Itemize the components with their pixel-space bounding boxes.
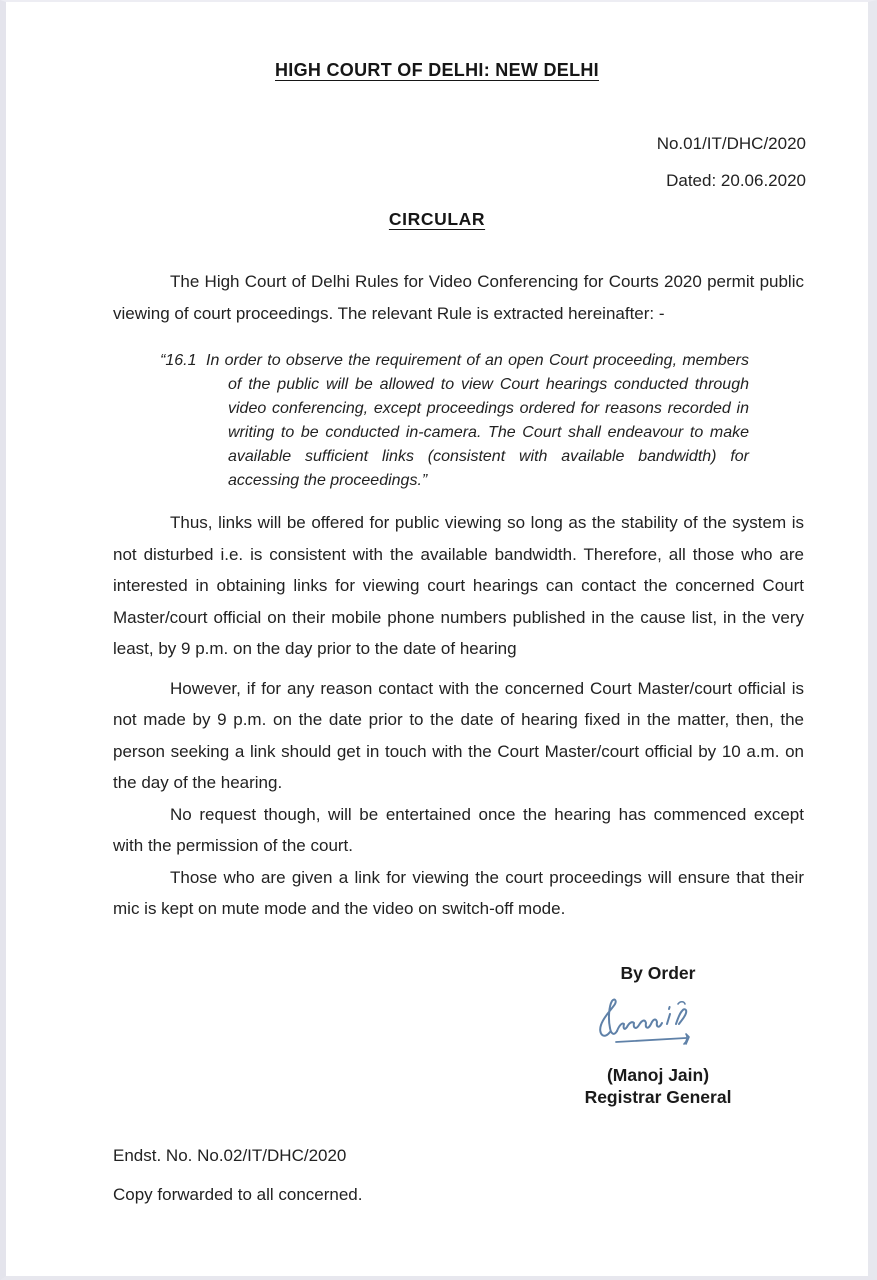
rule-quote-block <box>160 349 749 493</box>
paragraph-mute-mode: Those who are given a link for viewing the court proceedings will ensure that their mic is kept on mute mode and the video on switch-off mode. <box>113 867 804 918</box>
document-title: HIGH COURT OF DELHI: NEW DELHI <box>275 60 599 80</box>
endorsement-number: Endst. No. No.02/IT/DHC/2020 <box>113 1145 347 1165</box>
rule-quote-paragraph <box>160 349 749 493</box>
reference-block <box>6 125 806 199</box>
paragraph-links-offered: Thus, links will be offered for public viewing so long as the stability of the system is not disturbed i.e. is consistent with the available bandwidth. Therefore, all those who are interested in obtaining links for viewing court hearings can contact the concerned Court Master/court official on their mobile phone numbers published in the cause list, in the very least, by 9 p.m. on the day prior to the date of hearing <box>113 513 804 658</box>
copy-forwarded-line: Copy forwarded to all concerned. <box>113 1184 363 1204</box>
paragraph-however-contact: However, if for any reason contact with the concerned Court Master/court official is not made by 9 p.m. on the date prior to the date of hearing fixed in the matter, then, the person seeking a link should get in touch with the Court Master/court official by 10 a.m. on the day of the hearing. <box>113 678 804 792</box>
signatory-designation: Registrar General <box>584 1086 732 1107</box>
document-date: Dated: 20.06.2020 <box>666 171 806 190</box>
paragraph-no-request: No request though, will be entertained once the hearing has commenced except with the permission of the court. <box>113 804 804 855</box>
signature-block <box>528 963 788 1108</box>
signature-ink-icon <box>594 996 714 1058</box>
circular-heading: CIRCULAR <box>388 209 486 229</box>
reference-number: No.01/IT/DHC/2020 <box>656 134 806 153</box>
document-body <box>113 266 804 925</box>
intro-paragraph: The High Court of Delhi Rules for Video Conferencing for Courts 2020 permit public viewing of court proceedings. The relevant Rule is extracted hereinafter: - <box>113 272 804 323</box>
endorsement-block <box>113 1136 868 1214</box>
signatory-name: (Manoj Jain) <box>606 1064 710 1085</box>
by-order-label: By Order <box>620 962 696 983</box>
rule-quote-text: In order to observe the requirement of an open Court proceeding, members of the public will be allowed to view Court hearings conducted through video conferencing, except proceedings ordered for reasons recorded in writing to be conducted in-camera. The Court shall endeavour to make available sufficient links (consistent with available bandwidth) for accessing the proceedings.” <box>206 352 749 489</box>
rule-number: “16.1 <box>160 352 197 369</box>
